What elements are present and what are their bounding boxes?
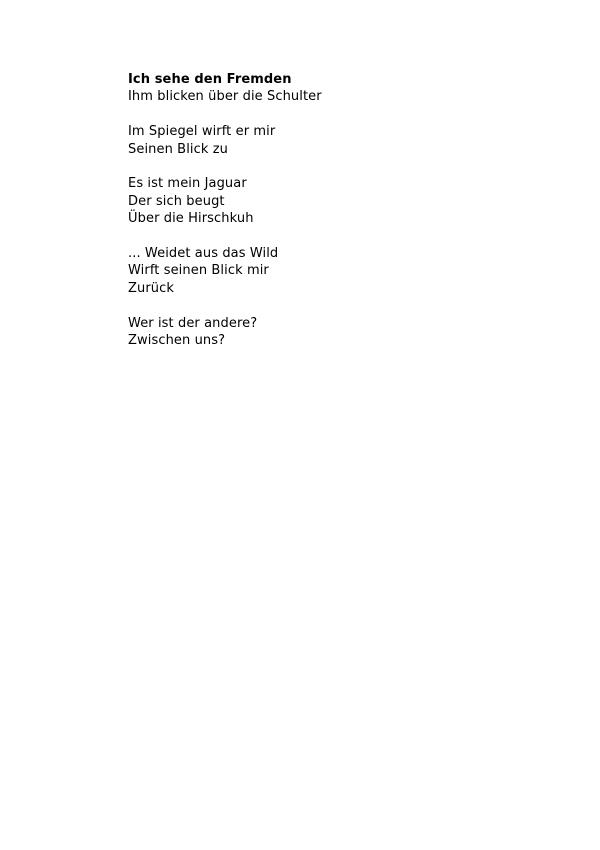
poem-stanza — [128, 315, 322, 350]
poem-line: Wer ist der andere? — [128, 315, 258, 331]
poem-line: Über die Hirschkuh — [128, 211, 254, 227]
poem-line: Es ist mein Jaguar — [128, 176, 247, 192]
poem-title: Ich sehe den Fremden — [128, 72, 292, 87]
poem-line: Wirft seinen Blick mir — [128, 263, 269, 279]
poem — [128, 71, 322, 349]
poem-stanza — [128, 71, 322, 106]
poem-stanza — [128, 245, 322, 297]
poem-line: Im Spiegel wirft er mir — [128, 124, 276, 140]
poem-stanza — [128, 175, 322, 227]
poem-line: Zwischen uns? — [128, 333, 226, 349]
poem-stanza — [128, 123, 322, 158]
poem-line: Seinen Blick zu — [128, 141, 228, 157]
poem-line: Ihm blicken über die Schulter — [128, 89, 322, 105]
poem-line: Zurück — [128, 280, 175, 296]
poem-line: ... Weidet aus das Wild — [128, 246, 279, 262]
poem-line: Der sich beugt — [128, 193, 225, 209]
